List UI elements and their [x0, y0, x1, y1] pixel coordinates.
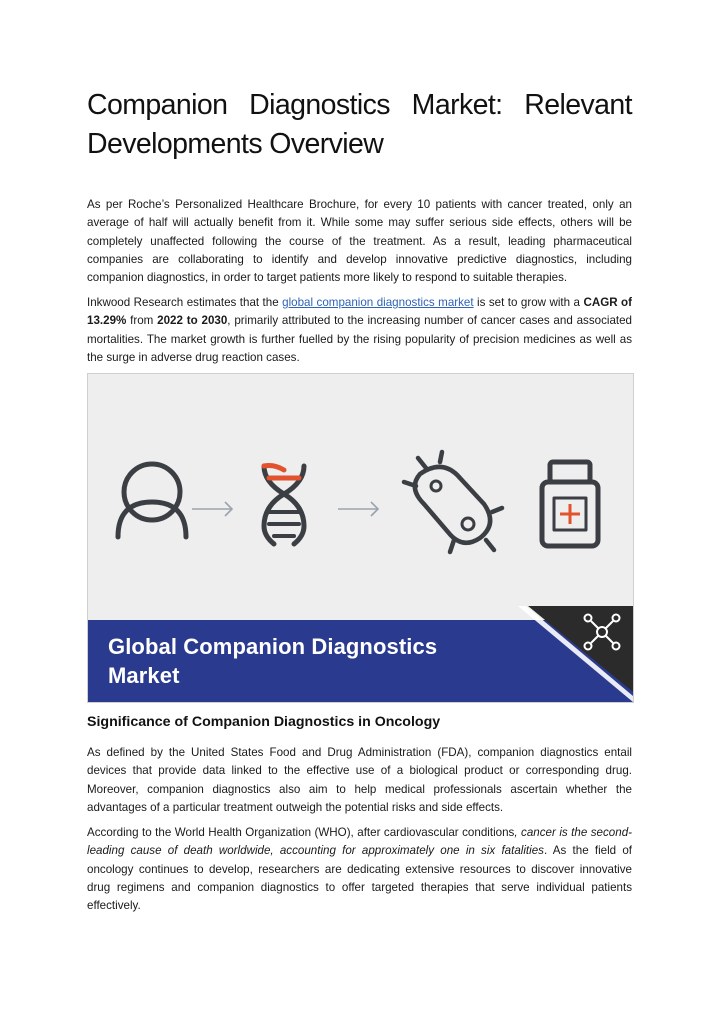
banner-title-line: Global Companion Diagnostics	[108, 634, 438, 659]
bacteria-icon	[404, 452, 502, 552]
title-word: Market:	[411, 89, 503, 121]
text-run: from	[126, 314, 158, 328]
person-icon	[118, 464, 186, 537]
text-run: is set to grow with a	[473, 296, 584, 309]
page-title	[87, 86, 632, 164]
text-run: According to the World Health Organization (WHO), after cardiovascular conditions	[87, 826, 515, 839]
market-link[interactable]: global companion diagnostics market	[282, 296, 474, 309]
medicine-bottle-icon	[542, 462, 598, 546]
who-paragraph	[87, 824, 632, 915]
dna-icon	[264, 466, 304, 545]
title-line-1	[87, 86, 632, 125]
market-banner-image	[87, 373, 634, 703]
text-run: , primarily attributed to the increasing number of cancer cases and associated mortalities. The market growth is further fuelled by the rising popularity of precision medicines as well as the surge in adverse drug reaction cases.	[87, 314, 633, 364]
banner-title-line: Market	[108, 663, 180, 688]
title-word: Diagnostics	[249, 89, 390, 121]
market-paragraph	[87, 294, 632, 367]
section-heading: Significance of Companion Diagnostics in Oncology	[87, 714, 441, 730]
title-word: Companion	[87, 89, 228, 121]
text-run: . As the field of oncology continues to develop, researchers are dedicating extensive resources to discover innovative drug regimens and companion diagnostics to offer targeted therapies that serve individual patients effectively.	[87, 844, 633, 913]
arrow-icon	[192, 502, 232, 516]
italic-text-run: , cancer is the second-leading cause of death worldwide, accounting for approximately one in six fatalities	[87, 826, 633, 858]
cagr-value: CAGR of 13.29%	[87, 296, 632, 328]
text-run: Inkwood Research estimates that the	[87, 296, 283, 309]
intro-paragraph: As per Roche’s Personalized Healthcare Brochure, for every 10 patients with cancer treated, only an average of half will actually benefit from it. While some may suffer serious side effects, others will be completely unaffected following the course of the treatment. As a result, leading pharmaceutical companies are collaborating to identify and develop innovative predictive diagnostics, including companion diagnostics, in order to target patients more likely to respond to suitable therapies.	[87, 198, 632, 285]
forecast-period: 2022 to 2030	[157, 314, 228, 328]
arrow-icon	[338, 502, 378, 516]
fda-paragraph: As defined by the United States Food and Drug Administration (FDA), companion diagnostics entail devices that provide data linked to the effective use of a biological product or corresponding drug. Moreover, companion diagnostics also aim to help medical professionals ascertain whether the advantages of a particular treatment outweigh the potential risks and side effects.	[87, 746, 632, 814]
title-line-2: Developments Overview	[87, 128, 384, 160]
banner-title	[108, 632, 437, 690]
title-word: Relevant	[524, 89, 632, 121]
